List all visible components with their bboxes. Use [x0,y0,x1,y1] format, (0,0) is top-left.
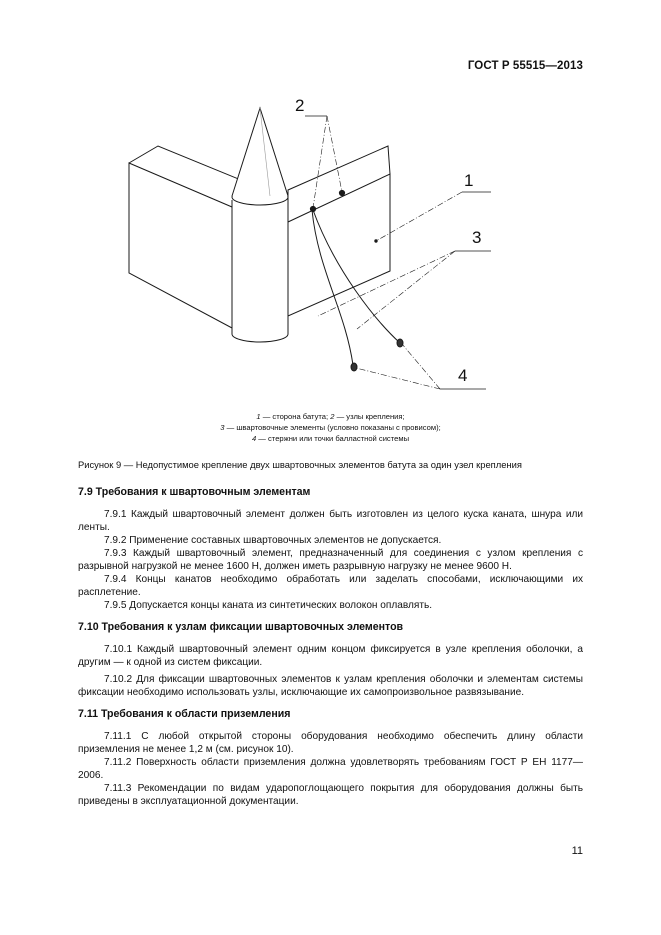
section-7-11 [78,708,583,808]
figure-legend [0,411,661,444]
ballast-point [397,339,403,347]
figure-caption: Рисунок 9 — Недопустимое крепление двух швартовочных элементов батута за один узел крепления [78,459,522,470]
section-title: 7.11 Требования к области приземления [78,708,291,720]
attachment-point [339,190,344,195]
callout-1: 1 [464,171,474,190]
callout-3: 3 [472,228,482,247]
figure-9-drawing [0,0,661,400]
callout-4: 4 [458,366,468,385]
clause: 7.10.1 Каждый швартовочный элемент одним концом фиксируется в узле крепления оболочки, а другим — к одной из систем фиксации. [78,644,583,668]
clause: 7.9.4 Концы канатов необходимо обработать или заделать способами, исключающими их расплетение. [78,574,583,598]
legend-line: 4 — стержни или точки балластной системы [251,434,410,443]
clause: 7.9.3 Каждый швартовочный элемент, предназначенный для соединения с узлом крепления с разрывной нагрузкой не менее 1600 Н, должен иметь разрывную нагрузку не менее 9600 Н. [78,548,583,572]
clause: 7.11.1 С любой открытой стороны оборудования необходимо обеспечить длину области приземления не менее 1,2 м (см. рисунок 10). [78,731,583,755]
callout-2: 2 [295,96,305,115]
left-wall-panel [129,163,232,328]
clause: 7.11.2 Поверхность области приземления должна удовлетворять требованиям ГОСТ Р ЕН 1177—2006. [78,757,583,781]
section-7-10 [78,621,583,699]
section-title: 7.9 Требования к швартовочным элементам [78,486,311,498]
legend-line: 1 — сторона батута; 2 — узлы крепления; [256,412,405,421]
clause: 7.9.2 Применение составных швартовочных элементов не допускается. [104,535,442,546]
document-code: ГОСТ Р 55515—2013 [467,60,583,72]
clause: 7.9.1 Каждый швартовочный элемент должен быть изготовлен из целого куска каната, шнура или ленты. [78,509,583,533]
clause: 7.10.2 Для фиксации швартовочных элементов к узлам крепления оболочки и элементам системы фиксации необходимо использовать узлы, исключающие их самопроизвольное развязывание. [78,674,583,698]
clause: 7.9.5 Допускается концы каната из синтетических волокон оплавлять. [104,600,433,611]
clause: 7.11.3 Рекомендации по видам удaропоглощающего покрытия для оборудования должны быть приведены в эксплуатационной документации. [78,783,583,807]
legend-line: 3 — швартовочные элементы (условно показаны с провисом); [220,423,441,432]
document-body [78,486,583,808]
ballast-point [351,363,357,371]
right-wall-panel [288,174,390,316]
corner-post-cone [232,108,288,196]
section-7-9 [78,486,583,612]
section-title: 7.10 Требования к узлам фиксации швартовочных элементов [78,621,404,633]
page-number: 11 [571,845,583,857]
corner-post [232,200,288,342]
